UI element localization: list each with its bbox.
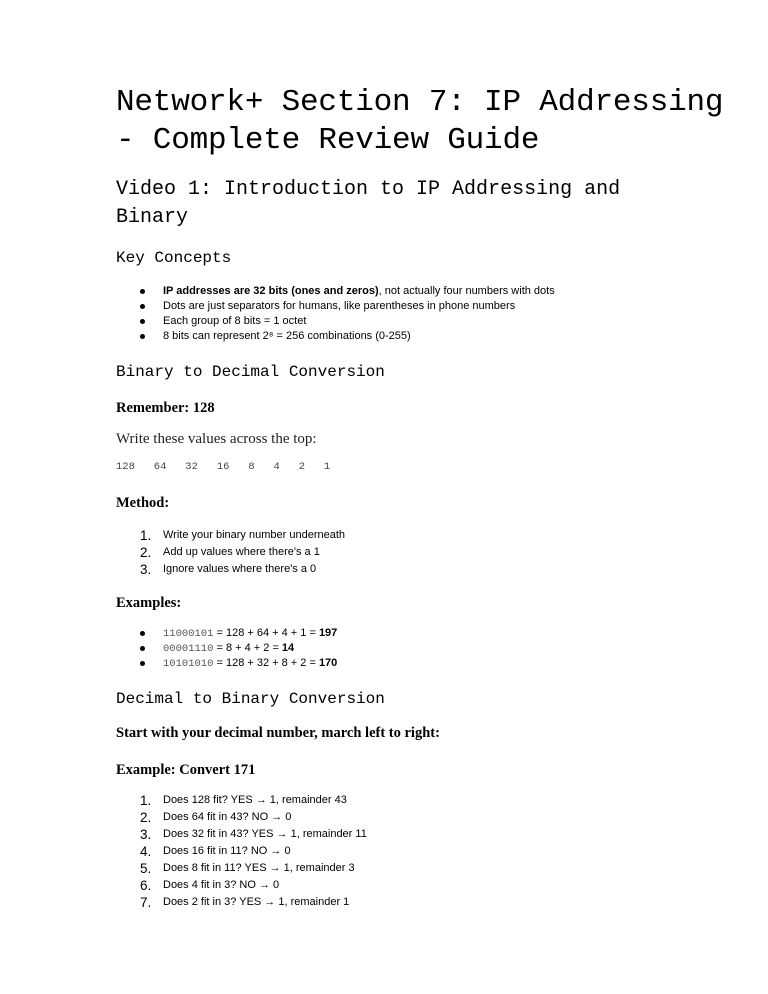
list-item-text: Dots are just separators for humans, like parentheses in phone numbers	[163, 300, 516, 312]
step-number: 1.	[140, 793, 152, 808]
step-text: Does 32 fit in 43? YES → 1, remainder 11	[163, 828, 367, 840]
step-text: Ignore values where there's a 0	[163, 563, 317, 575]
example-convert-label: Example: Convert 171	[116, 762, 256, 778]
list-item	[140, 561, 345, 578]
step-number: 4.	[140, 844, 152, 859]
binary-value: 11000101	[163, 628, 214, 640]
step-number: 3.	[140, 562, 152, 577]
result-value: 170	[318, 657, 338, 669]
sum-text: = 8 + 4 + 2 =	[213, 642, 282, 654]
list-item	[140, 284, 555, 299]
page-title-line-1: Network+ Section 7: IP Addressing	[116, 85, 724, 120]
list-item	[140, 894, 367, 911]
examples-list	[140, 626, 337, 671]
list-item	[140, 809, 367, 826]
step-text: Does 16 fit in 11? NO → 0	[163, 845, 291, 857]
key-concepts-heading: Key Concepts	[116, 249, 232, 267]
step-text: Does 4 fit in 3? NO → 0	[163, 879, 280, 891]
video-1-heading-line-2: Binary	[116, 206, 189, 229]
list-item	[140, 843, 367, 860]
step-number: 7.	[140, 895, 152, 910]
write-values-text: Write these values across the top:	[116, 431, 317, 447]
video-1-heading	[116, 176, 676, 232]
step-number: 1.	[140, 528, 152, 543]
binary-value: 00001110	[163, 643, 214, 655]
list-item	[140, 792, 367, 809]
remember-label: Remember: 128	[116, 400, 215, 416]
video-1-heading-line-1: Video 1: Introduction to IP Addressing and	[116, 178, 621, 201]
start-instruction: Start with your decimal number, march left to right:	[116, 725, 440, 741]
list-item	[140, 656, 337, 671]
list-item-text: , not actually four numbers with dots	[378, 285, 555, 297]
method-steps-list	[140, 527, 345, 578]
result-value: 197	[318, 627, 338, 639]
step-text: Does 128 fit? YES → 1, remainder 43	[163, 794, 347, 806]
step-text: Write your binary number underneath	[163, 529, 346, 541]
sum-text: = 128 + 32 + 8 + 2 =	[213, 657, 319, 669]
list-item-text: 8 bits can represent 2⁸ = 256 combinations (0-255)	[163, 330, 411, 342]
list-item	[140, 527, 345, 544]
examples-label: Examples:	[116, 595, 182, 611]
step-text: Add up values where there's a 1	[163, 546, 320, 558]
list-item	[140, 314, 555, 329]
page-title	[116, 84, 736, 160]
list-item	[140, 826, 367, 843]
list-item	[140, 299, 555, 314]
binary-to-decimal-heading: Binary to Decimal Conversion	[116, 363, 385, 381]
list-item-text: Each group of 8 bits = 1 octet	[163, 315, 307, 327]
step-number: 3.	[140, 827, 152, 842]
place-values-row: 128 64 32 16 8 4 2 1	[116, 461, 331, 473]
step-number: 2.	[140, 810, 152, 825]
step-text: Does 8 fit in 11? YES → 1, remainder 3	[163, 862, 355, 874]
step-number: 5.	[140, 861, 152, 876]
binary-value: 10101010	[163, 658, 214, 670]
list-item	[140, 641, 337, 656]
list-item	[140, 544, 345, 561]
step-number: 2.	[140, 545, 152, 560]
method-label: Method:	[116, 495, 170, 511]
step-text: Does 64 fit in 43? NO → 0	[163, 811, 292, 823]
list-item	[140, 860, 367, 877]
result-value: 14	[281, 642, 295, 654]
list-item	[140, 329, 555, 344]
convert-steps-list	[140, 792, 367, 911]
list-item-bold: IP addresses are 32 bits (ones and zeros)	[163, 285, 379, 297]
page-title-line-2: - Complete Review Guide	[116, 123, 540, 158]
list-item	[140, 877, 367, 894]
decimal-to-binary-heading: Decimal to Binary Conversion	[116, 690, 385, 708]
key-concepts-list	[140, 284, 555, 344]
list-item	[140, 626, 337, 641]
step-number: 6.	[140, 878, 152, 893]
step-text: Does 2 fit in 3? YES → 1, remainder 1	[163, 896, 350, 908]
sum-text: = 128 + 64 + 4 + 1 =	[213, 627, 319, 639]
